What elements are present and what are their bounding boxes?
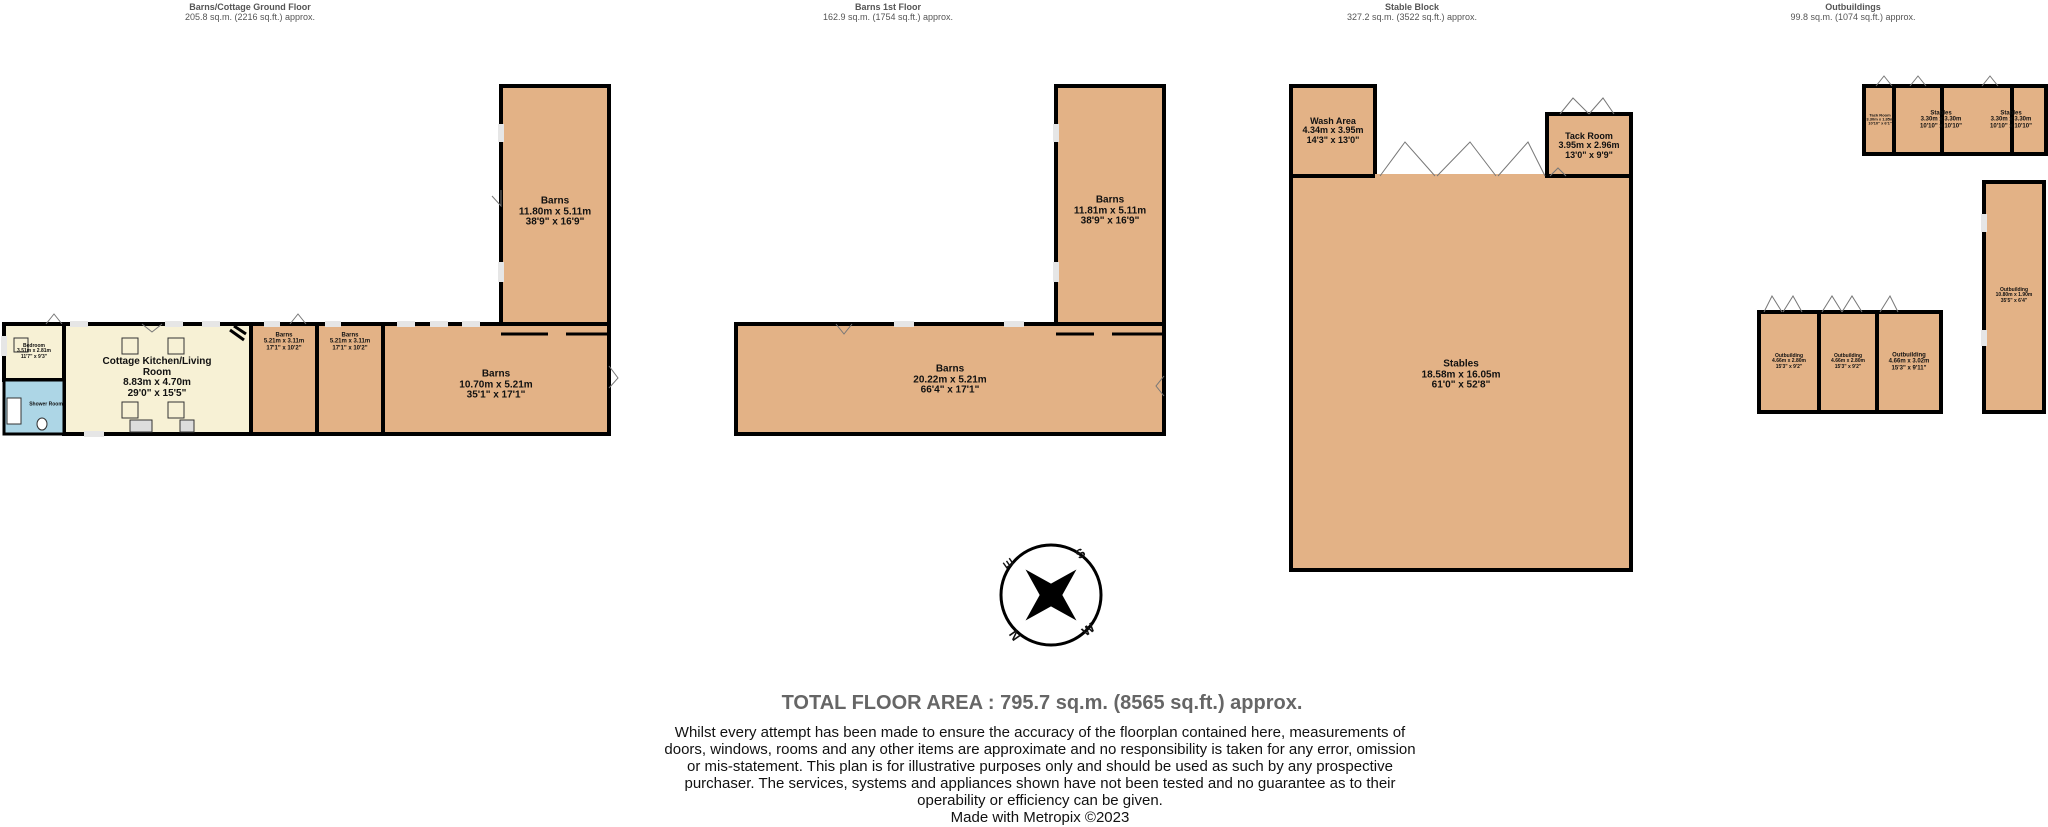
section-title: Outbuildings [1825, 2, 1881, 12]
section-area: 327.2 sq.m. (3522 sq.ft.) approx. [1346, 12, 1478, 22]
room-label-sb-tack: Tack Room 3.95m x 2.96m 13'0" x 9'9" [1558, 130, 1620, 160]
room-label-ff-barns-tall: Barns 11.81m x 5.11m 38'9" x 16'9" [1073, 194, 1147, 227]
room-label-gf-bedroom: Bedroom 3.51m x 2.81m 11'7" x 9'3" [17, 343, 51, 360]
section-area: 99.8 sq.m. (1074 sq.ft.) approx. [1790, 12, 1916, 22]
room-label-ob-outbuilding-tall: Outbuilding 10.80m x 1.90m 35'5" x 6'4" [1995, 287, 2033, 304]
disclaimer-block [660, 724, 1420, 826]
section-area: 205.8 sq.m. (2216 sq.ft.) approx. [184, 12, 316, 22]
room-label-gf-barns-small-1: Barns 5.21m x 3.11m 17'1" x 10'2" [263, 332, 305, 352]
wall-opening [503, 326, 607, 332]
room-label-ff-barns-long: Barns 20.22m x 5.21m 66'4" x 17'1" [913, 363, 987, 396]
room-label-gf-barns-small-2: Barns 5.21m x 3.11m 17'1" x 10'2" [329, 332, 371, 352]
compass-label-s: S [1072, 544, 1089, 563]
room-label-sb-stables: Stables 18.58m x 16.05m 61'0" x 52'8" [1421, 358, 1501, 391]
disclaimer-text: Whilst every attempt has been made to ensure the accuracy of the floorplan contained here, measurements of doors, windows, rooms and any other items are approximate and no responsibility is taken for any error, omission or mis-statement. This plan is for illustrative purposes only and should be used as such by any prospective purchaser. The services, systems and appliances shown have not been tested and no guarantee as to their operability or efficiency can be given. [664, 724, 1416, 809]
room-label-sb-wash: Wash Area 4.34m x 3.95m 14'3" x 13'0" [1302, 115, 1364, 145]
room-label-ob-stables-2: Stables 3.30m x 3.30m 10'10" x 10'10" [1990, 110, 2032, 130]
room-label-ob-outbuilding-3: Outbuilding 4.66m x 3.02m 15'3" x 9'11" [1888, 352, 1930, 372]
section-title: Stable Block [1384, 2, 1440, 12]
room-label-ob-outbuilding-2: Outbuilding 4.66m x 2.80m 15'3" x 9'2" [1831, 353, 1865, 370]
compass-label-e: E [999, 555, 1017, 572]
total-floor-area: TOTAL FLOOR AREA : 795.7 sq.m. (8565 sq.ft.) approx. [781, 692, 1303, 714]
room-label-gf-barns-long: Barns 10.70m x 5.21m 35'1" x 17'1" [459, 368, 533, 401]
section-title: Barns 1st Floor [854, 2, 921, 12]
metropix-credit: Made with Metropix ©2023 [950, 809, 1130, 826]
section-title: Barns/Cottage Ground Floor [189, 2, 311, 12]
room-label-ob-stables-1: Stables 3.30m x 3.30m 10'10" x 10'10" [1920, 110, 1962, 130]
compass-label-n: N [1005, 627, 1024, 644]
room-label-gf-barns-tall: Barns 11.80m x 5.11m 38'9" x 16'9" [518, 195, 592, 228]
room-label-ob-outbuilding-1: Outbuilding 4.66m x 2.80m 15'3" x 9'2" [1772, 353, 1806, 370]
room-label-ob-tack: Tack Room 3.30m x 1.85m 10'10" x 6'1" [1866, 112, 1894, 127]
room-label-gf-shower: Shower Room [29, 401, 63, 408]
section-area: 162.9 sq.m. (1754 sq.ft.) approx. [822, 12, 954, 22]
compass-label-w: W [1078, 619, 1098, 640]
room-label-gf-kitchen: Cottage Kitchen/Living Room 8.83m x 4.70m 29'0" x 15'5" [102, 356, 212, 399]
